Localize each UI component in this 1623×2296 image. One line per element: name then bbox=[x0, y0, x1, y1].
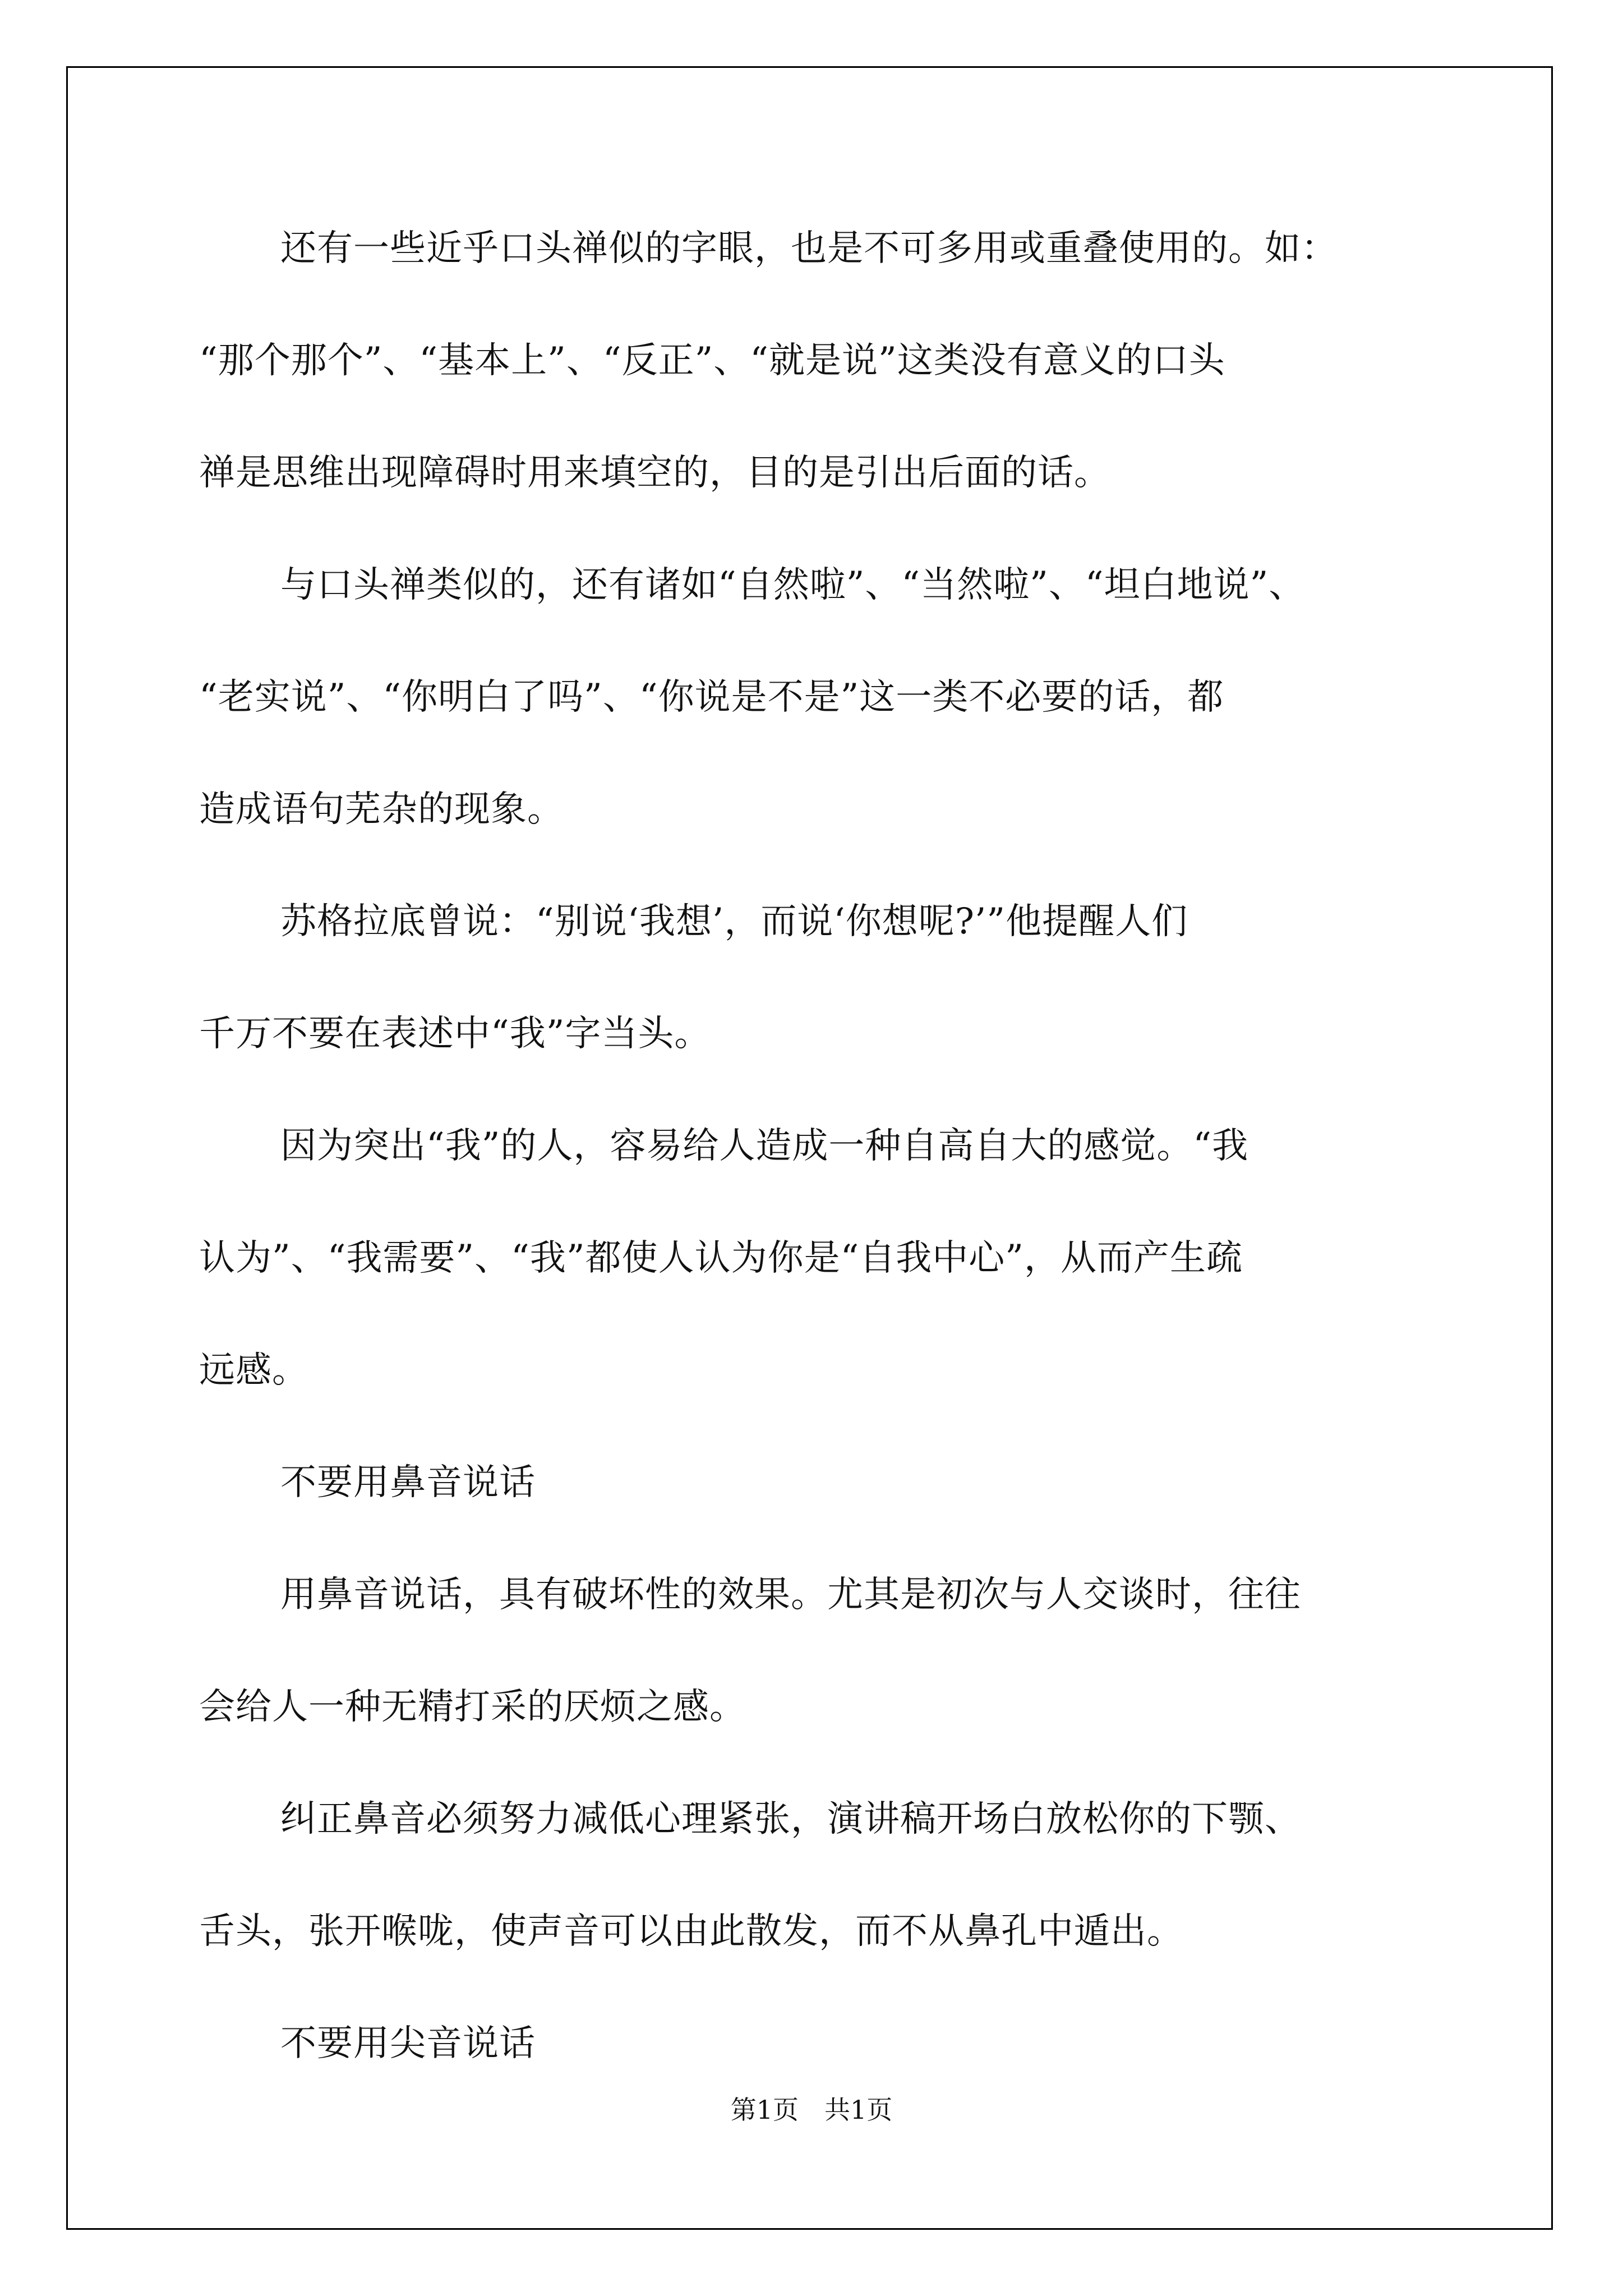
text-line: 千万不要在表述中“我”字当头。 bbox=[199, 1013, 711, 1055]
paragraph bbox=[199, 895, 1450, 1061]
text-line: “那个那个”、“基本上”、“反正”、“就是说”这类没有意义的口头 bbox=[199, 340, 1225, 381]
text-line: 纠正鼻音必须努力减低心理紧张，演讲稿开场白放松你的下颚、 bbox=[280, 1798, 1301, 1840]
text-line: 不要用尖音说话 bbox=[280, 2023, 536, 2064]
section-heading bbox=[199, 1456, 1450, 1510]
paragraph bbox=[199, 222, 1450, 500]
text-line: 不要用鼻音说话 bbox=[280, 1462, 536, 1503]
text-line: 因为突出“我”的人，容易给人造成一种自高自大的感觉。“我 bbox=[280, 1125, 1249, 1167]
text-line: 禅是思维出现障碍时用来填空的，目的是引出后面的话。 bbox=[199, 452, 1110, 494]
text-line: 与口头禅类似的，还有诸如“自然啦”、“当然啦”、“坦白地说”、 bbox=[280, 564, 1306, 606]
paragraph bbox=[199, 558, 1450, 836]
text-line: “老实说”、“你明白了吗”、“你说是不是”这一类不必要的话，都 bbox=[199, 677, 1224, 718]
page-number-footer: 第1页 共1页 bbox=[730, 2095, 893, 2125]
paragraph bbox=[199, 1568, 1450, 1734]
text-line: 还有一些近乎口头禅似的字眼，也是不可多用或重叠使用的。如： bbox=[280, 228, 1338, 269]
paragraph bbox=[199, 1792, 1450, 1958]
text-line: 造成语句芜杂的现象。 bbox=[199, 789, 564, 830]
text-line: 认为”、“我需要”、“我”都使人认为你是“自我中心”，从而产生疏 bbox=[199, 1237, 1243, 1279]
text-line: 远感。 bbox=[199, 1350, 308, 1391]
text-line: 会给人一种无精打采的厌烦之感。 bbox=[199, 1686, 746, 1728]
text-line: 舌头，张开喉咙，使声音可以由此散发，而不从鼻孔中遁出。 bbox=[199, 1911, 1183, 1952]
paragraph bbox=[199, 1119, 1450, 1397]
text-line: 苏格拉底曾说：“别说‘我想’，而说‘你想呢?’”他提醒人们 bbox=[280, 901, 1188, 942]
section-heading bbox=[199, 2017, 1450, 2070]
text-line: 用鼻音说话，具有破坏性的效果。尤其是初次与人交谈时，往往 bbox=[280, 1574, 1301, 1616]
document-body bbox=[199, 222, 1450, 2070]
